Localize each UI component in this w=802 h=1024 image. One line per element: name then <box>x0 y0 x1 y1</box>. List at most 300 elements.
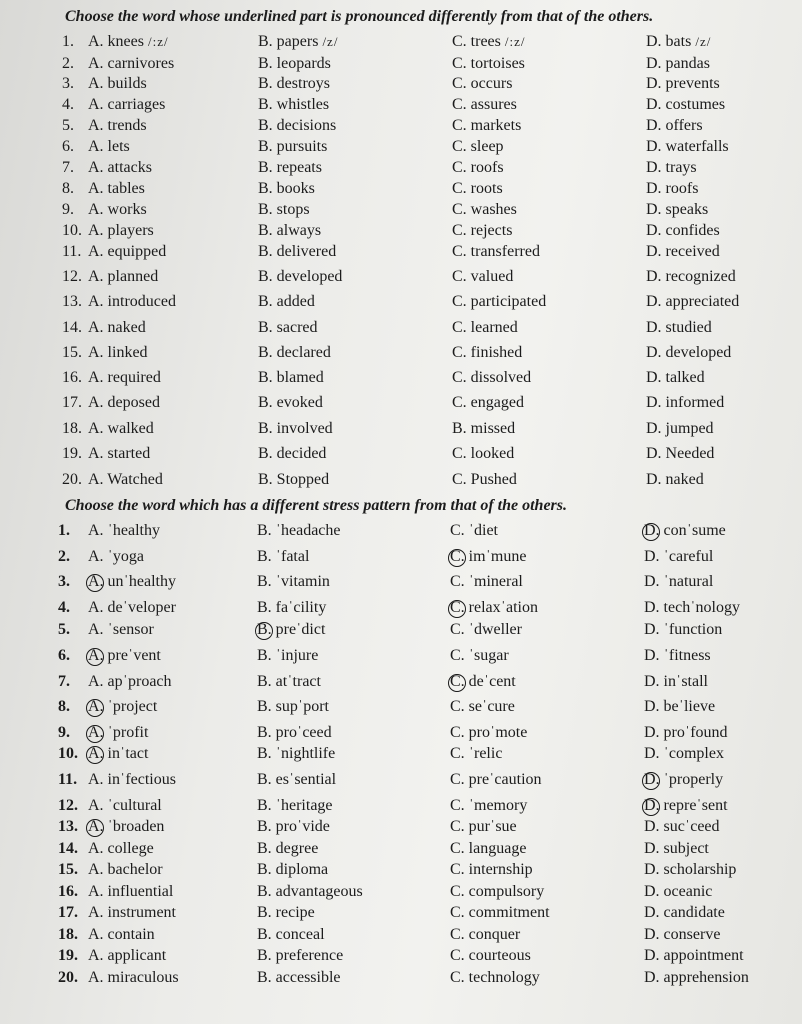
option-text: D. beˈlieve <box>644 698 716 715</box>
option-a <box>88 840 154 858</box>
option-c <box>450 599 538 617</box>
question-number: 1. <box>58 522 70 539</box>
option-d <box>644 926 720 944</box>
option-text: D. talked <box>646 369 705 386</box>
option-c <box>450 797 527 815</box>
question-number: 7. <box>58 673 70 690</box>
option-c <box>450 969 540 987</box>
option-text: A. lets <box>88 138 130 155</box>
option-text: A. knees <box>88 33 144 50</box>
option-text: B. always <box>258 222 322 239</box>
option-d <box>646 243 720 261</box>
option-text: A. apˈproach <box>88 673 172 690</box>
question-row <box>0 840 802 862</box>
option-a <box>88 673 172 691</box>
option-text: B. ˈheritage <box>257 797 333 814</box>
option-b <box>257 621 325 639</box>
option-text: A. ˈprofit <box>88 724 149 741</box>
option-text: B. conceal <box>257 926 325 943</box>
option-c <box>450 926 520 944</box>
option-text: C. internship <box>450 861 533 878</box>
option-b <box>257 522 341 540</box>
option-text: D. confides <box>646 222 720 239</box>
option-text: A. required <box>88 369 161 386</box>
section2-title: Choose the word which has a different stress pattern from that of the others. <box>65 497 567 514</box>
option-d <box>644 947 744 965</box>
option-b <box>257 724 332 742</box>
option-text: C. rejects <box>452 222 513 239</box>
option-text: C. seˈcure <box>450 698 515 715</box>
option-text: C. washes <box>452 201 517 218</box>
option-text: D. ˈnatural <box>644 573 714 590</box>
question-row <box>0 883 802 905</box>
phonetic-note: /z/ <box>695 34 712 49</box>
question-number: 15. <box>62 344 82 361</box>
option-d <box>646 420 714 438</box>
question-number: 9. <box>62 201 74 218</box>
option-text: A. college <box>88 840 154 857</box>
option-text: C. deˈcent <box>450 673 516 690</box>
option-a <box>88 445 150 463</box>
option-text: B. ˈheadache <box>257 522 341 539</box>
question-number: 2. <box>58 548 70 565</box>
answer-circle-mark <box>86 648 104 666</box>
option-text: B. ˈinjure <box>257 647 319 664</box>
option-c <box>450 745 502 763</box>
question-row <box>0 904 802 926</box>
option-c <box>452 117 521 135</box>
option-c <box>450 673 516 691</box>
option-c <box>450 621 522 639</box>
option-b <box>258 268 342 286</box>
question-number: 18. <box>62 420 82 437</box>
option-text: B. involved <box>258 420 333 437</box>
question-number: 5. <box>62 117 74 134</box>
option-text: B. destroys <box>258 75 330 92</box>
option-text: A. started <box>88 445 151 462</box>
option-d <box>646 394 724 412</box>
section1-title: Choose the word whose underlined part is pronounced differently from that of the others. <box>65 8 654 25</box>
question-number: 8. <box>58 698 70 715</box>
option-d <box>646 138 729 156</box>
option-a <box>88 698 157 716</box>
option-text: A. Watched <box>88 471 163 488</box>
question-row <box>0 818 802 840</box>
question-number: 16. <box>62 369 82 386</box>
option-a <box>88 96 165 114</box>
question-row <box>0 33 802 55</box>
question-row <box>0 222 802 244</box>
option-b <box>258 222 321 240</box>
option-d <box>644 621 722 639</box>
question-number: 19. <box>62 445 82 462</box>
option-d <box>646 201 708 219</box>
question-number: 3. <box>62 75 74 92</box>
option-a <box>88 904 176 922</box>
option-text: C. compulsory <box>450 883 545 900</box>
option-d <box>644 548 713 566</box>
option-b <box>257 573 330 591</box>
option-d <box>646 75 720 93</box>
option-text: D. trays <box>646 159 697 176</box>
option-b <box>257 599 326 617</box>
question-row <box>0 96 802 118</box>
option-d <box>644 797 728 815</box>
option-b <box>258 201 310 219</box>
option-d <box>646 96 725 114</box>
option-c <box>452 33 525 51</box>
option-c <box>452 75 512 93</box>
option-b <box>258 445 326 463</box>
option-a <box>88 926 155 944</box>
question-number: 11. <box>62 243 82 260</box>
option-c <box>452 55 525 73</box>
option-text: B. blamed <box>258 369 324 386</box>
option-text: A. equipped <box>88 243 167 260</box>
question-row <box>0 947 802 969</box>
option-c <box>452 420 515 438</box>
option-b <box>258 319 318 337</box>
option-text: A. trends <box>88 117 147 134</box>
option-a <box>88 369 161 387</box>
option-text: B. added <box>258 293 315 310</box>
option-b <box>258 96 329 114</box>
option-text: C. language <box>450 840 527 857</box>
option-text: C. purˈsue <box>450 818 517 835</box>
option-text: B. proˈvide <box>257 818 330 835</box>
option-text: B. decided <box>258 445 327 462</box>
option-c <box>450 947 531 965</box>
question-number: 10. <box>58 745 78 762</box>
question-number: 20. <box>62 471 82 488</box>
option-d <box>646 293 739 311</box>
option-text: A. walked <box>88 420 154 437</box>
option-text: A. works <box>88 201 147 218</box>
question-row <box>0 797 802 819</box>
option-text: D. conserve <box>644 926 721 943</box>
question-number: 1. <box>62 33 74 50</box>
option-text: A. carriages <box>88 96 166 113</box>
option-a <box>88 621 154 639</box>
option-c <box>452 159 504 177</box>
option-text: A. deposed <box>88 394 160 411</box>
option-a <box>88 818 164 836</box>
question-row <box>0 445 802 467</box>
option-text: A. tables <box>88 180 145 197</box>
option-text: C. preˈcaution <box>450 771 542 788</box>
question-number: 6. <box>62 138 74 155</box>
option-a <box>88 117 147 135</box>
option-text: C. ˈsugar <box>450 647 509 664</box>
option-d <box>644 904 725 922</box>
option-d <box>646 33 711 51</box>
option-b <box>257 883 363 901</box>
option-d <box>644 522 726 540</box>
option-text: B. repeats <box>258 159 322 176</box>
option-d <box>646 159 697 177</box>
option-a <box>88 201 147 219</box>
option-d <box>644 647 711 665</box>
option-text: C. technology <box>450 969 540 986</box>
option-text: B. preˈdict <box>257 621 326 638</box>
option-b <box>257 840 318 858</box>
option-text: D. sucˈceed <box>644 818 720 835</box>
option-d <box>646 471 704 489</box>
option-c <box>450 573 523 591</box>
option-text: B. ˈfatal <box>257 548 310 565</box>
option-d <box>646 117 703 135</box>
option-d <box>644 840 709 858</box>
option-text: D. jumped <box>646 420 714 437</box>
option-text: A. players <box>88 222 154 239</box>
option-text: A. builds <box>88 75 147 92</box>
question-number: 8. <box>62 180 74 197</box>
question-number: 2. <box>62 55 74 72</box>
option-a <box>88 471 163 489</box>
option-b <box>258 293 315 311</box>
answer-circle-mark <box>255 622 273 640</box>
option-text: B. diploma <box>257 861 329 878</box>
option-text: B. ˈnightlife <box>257 745 336 762</box>
phonetic-note: /:z/ <box>147 34 169 49</box>
option-d <box>644 861 736 879</box>
option-text: B. proˈceed <box>257 724 332 741</box>
answer-circle-mark <box>642 523 660 541</box>
question-number: 20. <box>58 969 78 986</box>
option-d <box>646 344 731 362</box>
option-text: D. appointment <box>644 947 744 964</box>
option-text: C. roots <box>452 180 503 197</box>
question-row <box>0 138 802 160</box>
option-b <box>257 818 330 836</box>
option-a <box>88 268 158 286</box>
option-c <box>452 180 503 198</box>
option-d <box>644 969 749 987</box>
option-text: D. speaks <box>646 201 709 218</box>
option-text: C. valued <box>452 268 514 285</box>
option-c <box>450 840 526 858</box>
option-text: B. recipe <box>257 904 315 921</box>
option-c <box>450 647 509 665</box>
option-text: B. delivered <box>258 243 337 260</box>
option-d <box>644 745 724 763</box>
option-text: B. accessible <box>257 969 341 986</box>
option-c <box>452 293 546 311</box>
option-a <box>88 969 179 987</box>
option-a <box>88 861 163 879</box>
option-text: D. bats <box>646 33 692 50</box>
question-row <box>0 471 802 493</box>
option-text: B. missed <box>452 420 516 437</box>
option-text: D. proˈfound <box>644 724 728 741</box>
option-d <box>644 883 712 901</box>
option-text: D. apprehension <box>644 969 749 986</box>
option-text: B. developed <box>258 268 343 285</box>
option-b <box>257 771 336 789</box>
option-text: B. ˈvitamin <box>257 573 330 590</box>
option-c <box>452 96 517 114</box>
option-text: B. sacred <box>258 319 318 336</box>
option-text: C. assures <box>452 96 517 113</box>
option-text: D. naked <box>646 471 704 488</box>
option-text: C. conquer <box>450 926 521 943</box>
option-c <box>452 369 531 387</box>
option-text: B. whistles <box>258 96 330 113</box>
option-text: D. roofs <box>646 180 699 197</box>
option-c <box>452 201 517 219</box>
option-text: B. esˈsential <box>257 771 337 788</box>
option-text: A. ˈhealthy <box>88 522 160 539</box>
option-c <box>450 771 542 789</box>
option-text: A. inˈtact <box>88 745 149 762</box>
option-text: A. ˈsensor <box>88 621 154 638</box>
answer-circle-mark <box>86 819 104 837</box>
option-text: C. learned <box>452 319 518 336</box>
option-b <box>258 117 336 135</box>
option-text: D. Needed <box>646 445 715 462</box>
option-a <box>88 883 173 901</box>
option-text: A. deˈveloper <box>88 599 176 616</box>
question-row <box>0 573 802 595</box>
option-a <box>88 647 161 665</box>
option-c <box>452 268 513 286</box>
question-row <box>0 724 802 746</box>
option-c <box>452 319 518 337</box>
option-text: D. developed <box>646 344 732 361</box>
answer-circle-mark <box>448 600 466 618</box>
question-row <box>0 926 802 948</box>
option-d <box>646 369 705 387</box>
option-a <box>88 947 166 965</box>
question-row <box>0 522 802 544</box>
question-row <box>0 293 802 315</box>
option-b <box>257 861 328 879</box>
option-text: C. ˈdiet <box>450 522 498 539</box>
option-text: D. conˈsume <box>644 522 726 539</box>
question-row <box>0 969 802 991</box>
option-text: C. markets <box>452 117 522 134</box>
option-d <box>646 319 712 337</box>
option-d <box>644 698 715 716</box>
option-text: C. relaxˈation <box>450 599 538 616</box>
option-text: B. advantageous <box>257 883 363 900</box>
option-c <box>452 344 522 362</box>
option-a <box>88 548 144 566</box>
option-text: C. ˈrelic <box>450 745 503 762</box>
option-b <box>258 369 324 387</box>
option-text: A. unˈhealthy <box>88 573 176 590</box>
answer-circle-mark <box>86 725 104 743</box>
option-b <box>257 947 343 965</box>
option-text: C. ˈmemory <box>450 797 528 814</box>
option-d <box>644 724 728 742</box>
option-a <box>88 599 176 617</box>
option-text: B. stops <box>258 201 310 218</box>
question-row <box>0 268 802 290</box>
option-text: C. transferred <box>452 243 540 260</box>
option-text: B. faˈcility <box>257 599 327 616</box>
option-b <box>258 243 336 261</box>
option-text: B. preference <box>257 947 344 964</box>
option-c <box>452 445 514 463</box>
option-a <box>88 319 146 337</box>
question-number: 7. <box>62 159 74 176</box>
option-b <box>258 75 330 93</box>
answer-circle-mark <box>448 674 466 692</box>
option-c <box>450 724 527 742</box>
option-a <box>88 745 148 763</box>
option-text: D. studied <box>646 319 712 336</box>
option-c <box>450 883 544 901</box>
question-number: 4. <box>62 96 74 113</box>
option-text: D. inˈstall <box>644 673 708 690</box>
option-text: D. oceanic <box>644 883 713 900</box>
option-c <box>452 243 540 261</box>
option-text: D. offers <box>646 117 703 134</box>
option-text: B. books <box>258 180 315 197</box>
option-text: C. looked <box>452 445 515 462</box>
question-number: 17. <box>62 394 82 411</box>
option-text: A. carnivores <box>88 55 175 72</box>
question-row <box>0 861 802 883</box>
option-text: C. finished <box>452 344 523 361</box>
option-text: C. ˈdweller <box>450 621 522 638</box>
option-a <box>88 243 166 261</box>
question-number: 12. <box>62 268 82 285</box>
option-a <box>88 55 174 73</box>
question-number: 13. <box>62 293 82 310</box>
option-d <box>644 599 740 617</box>
option-a <box>88 771 176 789</box>
option-text: C. engaged <box>452 394 524 411</box>
option-text: C. Pushed <box>452 471 517 488</box>
question-number: 11. <box>58 771 78 788</box>
option-text: A. applicant <box>88 947 167 964</box>
option-text: D. costumes <box>646 96 726 113</box>
option-c <box>450 861 533 879</box>
option-d <box>646 268 736 286</box>
option-b <box>258 180 315 198</box>
option-text: C. roofs <box>452 159 504 176</box>
option-c <box>452 394 524 412</box>
question-number: 4. <box>58 599 70 616</box>
answer-circle-mark <box>86 699 104 717</box>
option-d <box>646 222 720 240</box>
question-number: 10. <box>62 222 82 239</box>
option-b <box>257 673 321 691</box>
question-row <box>0 55 802 77</box>
option-a <box>88 344 148 362</box>
option-b <box>257 548 309 566</box>
option-b <box>258 138 327 156</box>
option-d <box>644 573 713 591</box>
option-text: B. declared <box>258 344 331 361</box>
option-text: A. planned <box>88 268 159 285</box>
option-c <box>450 522 498 540</box>
option-b <box>258 55 331 73</box>
answer-circle-mark <box>642 798 660 816</box>
option-text: B. papers <box>258 33 319 50</box>
option-text: A. instrument <box>88 904 176 921</box>
option-text: D. ˈcareful <box>644 548 714 565</box>
option-c <box>452 471 517 489</box>
option-text: D. informed <box>646 394 725 411</box>
option-a <box>88 159 152 177</box>
question-row <box>0 771 802 793</box>
option-text: B. atˈtract <box>257 673 321 690</box>
option-text: A. naked <box>88 319 146 336</box>
option-text: A. attacks <box>88 159 152 176</box>
